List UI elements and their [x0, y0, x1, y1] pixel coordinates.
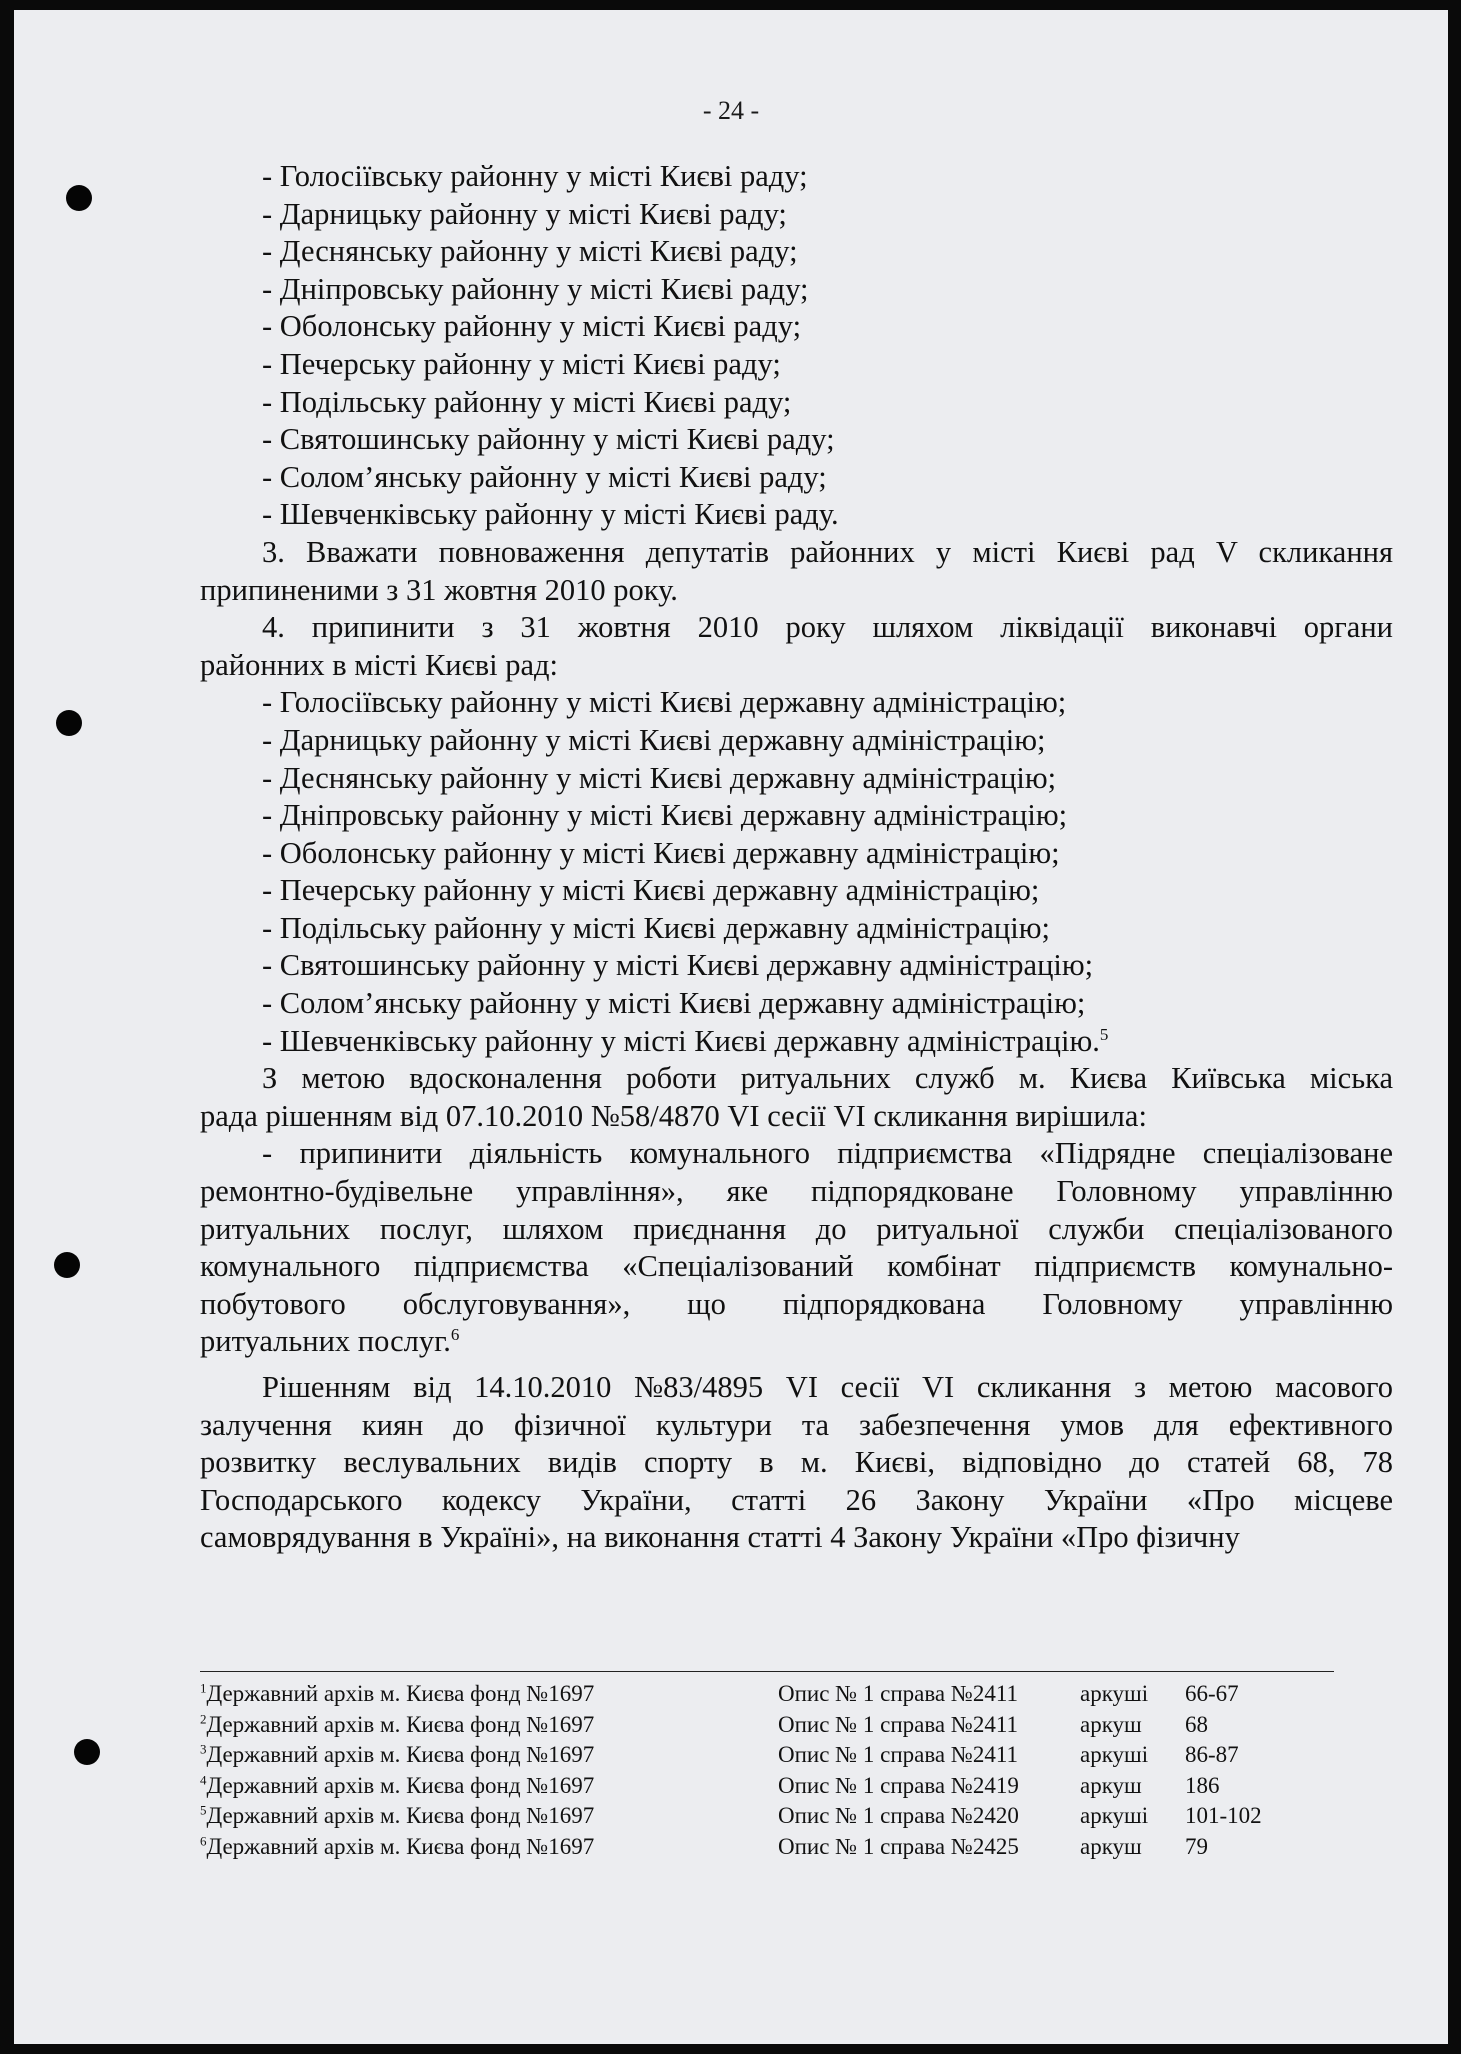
- footnote-sheet-label: аркуші: [1080, 1742, 1149, 1767]
- footnote-number: 1: [200, 1680, 207, 1696]
- footnote-sheet-label: аркуш: [1080, 1711, 1142, 1737]
- administration-list-item: - Дніпровську районну у місті Києві державну адміністрацію;: [262, 798, 1068, 833]
- paragraph-line: Господарського кодексу України, статті 26 Закону України «Про місцеве: [200, 1482, 1393, 1517]
- paragraph-line: залучення киян до фізичної культури та забезпечення умов для ефективного: [200, 1407, 1393, 1442]
- footnote-source-text: Державний архів м. Києва фонд №1697: [206, 1681, 595, 1706]
- footnote-description: Опис № 1 справа №2411: [778, 1681, 1018, 1706]
- footnote-sheet-label: аркуші: [1080, 1681, 1149, 1706]
- punch-hole-2: [56, 710, 82, 736]
- footnote-ref: 5: [1099, 1024, 1109, 1044]
- council-list-item: - Деснянську районну у місті Києві раду;: [262, 234, 798, 269]
- administration-list-item: [200, 1023, 1393, 1061]
- footnote: [200, 1832, 1334, 1863]
- footnote-source: [200, 1771, 594, 1802]
- paragraph-line: побутового обслуговування», що підпорядкована Головному управлінню: [200, 1286, 1393, 1321]
- paragraph-3: [200, 534, 1393, 609]
- footnote-divider: [200, 1671, 1334, 1672]
- footnote-description: Опис № 1 справа №2420: [778, 1803, 1019, 1828]
- paragraph-line: [200, 1323, 1393, 1361]
- footnote-source-text: Державний архів м. Києва фонд №1697: [206, 1833, 595, 1859]
- council-list-item: - Подільську районну у місті Києві раду;: [262, 384, 792, 419]
- footnote-number: 5: [200, 1802, 207, 1818]
- footnote: [200, 1740, 1334, 1771]
- paragraph-line: самоврядування в Україні», на виконання статті 4 Закону України «Про фізичну: [200, 1520, 1240, 1555]
- council-list-item: - Солом’янську районну у місті Києві раду;: [262, 459, 827, 494]
- punch-hole-3: [54, 1252, 80, 1278]
- footnote-sheets: 68: [1185, 1711, 1208, 1737]
- paragraph-line: ритуальних послуг, шляхом приєднання до ритуальної служби спеціалізованого: [200, 1211, 1393, 1246]
- paragraph-line: комунального підприємства «Спеціалізований комбінат підприємств комунально-: [200, 1249, 1393, 1284]
- council-list-item: - Дніпровську районну у місті Києві раду;: [262, 271, 809, 306]
- footnote-sheets: 79: [1185, 1833, 1208, 1859]
- footnote-number: 2: [200, 1710, 207, 1726]
- paragraph-line: З метою вдосконалення роботи ритуальних служб м. Києва Київська міська: [262, 1061, 1393, 1096]
- paragraph-line: 4. припинити з 31 жовтня 2010 року шляхом ліквідації виконавчі органи: [262, 610, 1393, 645]
- administration-list-item: - Печерську районну у місті Києві державну адміністрацію;: [262, 873, 1040, 908]
- footnote-sheets: 86-87: [1185, 1742, 1239, 1767]
- administration-list: [200, 684, 1393, 1060]
- administration-list-item: - Солом’янську районну у місті Києві державну адміністрацію;: [262, 986, 1086, 1021]
- paragraph-line: 3. Вважати повноваження депутатів районних у місті Києві рад V скликання: [262, 534, 1393, 569]
- paragraph-ritual: [200, 1060, 1393, 1135]
- footnote: [200, 1710, 1334, 1741]
- paragraph-line: районних в місті Києві рад:: [200, 647, 559, 682]
- footnote-source: [200, 1832, 594, 1863]
- footnote-source-text: Державний архів м. Києва фонд №1697: [206, 1803, 595, 1828]
- page-number: - 24 -: [702, 96, 760, 125]
- paragraph-line: рада рішенням від 07.10.2010 №58/4870 VI сесії VI скликання вирішила:: [200, 1098, 1147, 1133]
- footnote-sheets: 66-67: [1185, 1681, 1239, 1706]
- footnote-source-text: Державний архів м. Києва фонд №1697: [206, 1742, 595, 1767]
- administration-list-item: - Оболонську районну у місті Києві державну адміністрацію;: [262, 835, 1060, 870]
- council-list-item: - Дарницьку районну у місті Києві раду;: [262, 196, 787, 231]
- paragraph-line: розвитку веслувальних видів спорту в м. Києві, відповідно до статей 68, 78: [200, 1445, 1393, 1480]
- council-list-item: - Голосіївську районну у місті Києві раду;: [262, 159, 808, 193]
- footnote-source-text: Державний архів м. Києва фонд №1697: [206, 1772, 595, 1798]
- administration-list-item: - Святошинську районну у місті Києві державну адміністрацію;: [262, 948, 1094, 983]
- footnote: [200, 1801, 1334, 1832]
- footnote-source: [200, 1710, 594, 1741]
- punch-hole-4: [74, 1739, 100, 1765]
- footnote-sheets: 186: [1185, 1772, 1220, 1798]
- council-list: [200, 158, 1393, 534]
- administration-list-item-text: - Шевченківську районну у місті Києві державну адміністрацію.: [262, 1023, 1100, 1058]
- administration-list-item: - Деснянську районну у місті Києві державну адміністрацію;: [262, 760, 1057, 795]
- administration-list-item: - Дарницьку районну у місті Києві державну адміністрацію;: [262, 722, 1046, 757]
- footnote-source: [200, 1740, 594, 1771]
- footnote-number: 3: [200, 1741, 207, 1757]
- footnote-sheet-label: аркуш: [1080, 1772, 1142, 1798]
- administration-list-item: - Голосіївську районну у місті Києві державну адміністрацію;: [262, 685, 1067, 720]
- paragraph-line: припиненими з 31 жовтня 2010 року.: [200, 572, 678, 607]
- footnote-source: [200, 1801, 594, 1832]
- paragraph-line: ремонтно-будівельне управління», яке підпорядковане Головному управлінню: [200, 1174, 1393, 1209]
- paragraph-line: Рішенням від 14.10.2010 №83/4895 VI сесії VI скликання з метою масового: [262, 1370, 1393, 1404]
- paragraph-stop: [200, 1135, 1393, 1361]
- council-list-item: - Печерську районну у місті Києві раду;: [262, 346, 781, 381]
- footnote-sheet-label: аркуші: [1080, 1803, 1149, 1828]
- footnote-source: [200, 1679, 594, 1710]
- footnote-description: Опис № 1 справа №2419: [778, 1772, 1019, 1798]
- council-list-item: - Оболонську районну у місті Києві раду;: [262, 309, 802, 344]
- footnotes: [200, 1679, 1334, 1862]
- paragraph-sport: [200, 1369, 1393, 1557]
- footnote-sheet-label: аркуш: [1080, 1833, 1142, 1859]
- footnote-source-text: Державний архів м. Києва фонд №1697: [206, 1711, 595, 1737]
- paragraph-line: - припинити діяльність комунального підприємства «Підрядне спеціалізоване: [262, 1136, 1393, 1171]
- footnote-description: Опис № 1 справа №2411: [778, 1711, 1018, 1737]
- main-text: [200, 158, 1393, 1557]
- footnote-number: 6: [200, 1832, 207, 1848]
- footnote: [200, 1771, 1334, 1802]
- footnote-sheets: 101-102: [1185, 1803, 1262, 1828]
- document-page: [14, 10, 1448, 2044]
- paragraph-line-text: ритуальних послуг.: [200, 1324, 451, 1359]
- footnote-ref: 6: [450, 1325, 460, 1345]
- footnote: [200, 1679, 1334, 1710]
- footnote-description: Опис № 1 справа №2411: [778, 1742, 1018, 1767]
- council-list-item: - Святошинську районну у місті Києві раду;: [262, 422, 835, 457]
- administration-list-item: - Подільську районну у місті Києві державну адміністрацію;: [262, 910, 1050, 945]
- punch-hole-1: [66, 185, 92, 211]
- council-list-item: - Шевченківську районну у місті Києві раду.: [262, 497, 839, 532]
- paragraph-4: [200, 609, 1393, 684]
- footnote-description: Опис № 1 справа №2425: [778, 1833, 1019, 1859]
- footnote-number: 4: [200, 1771, 207, 1787]
